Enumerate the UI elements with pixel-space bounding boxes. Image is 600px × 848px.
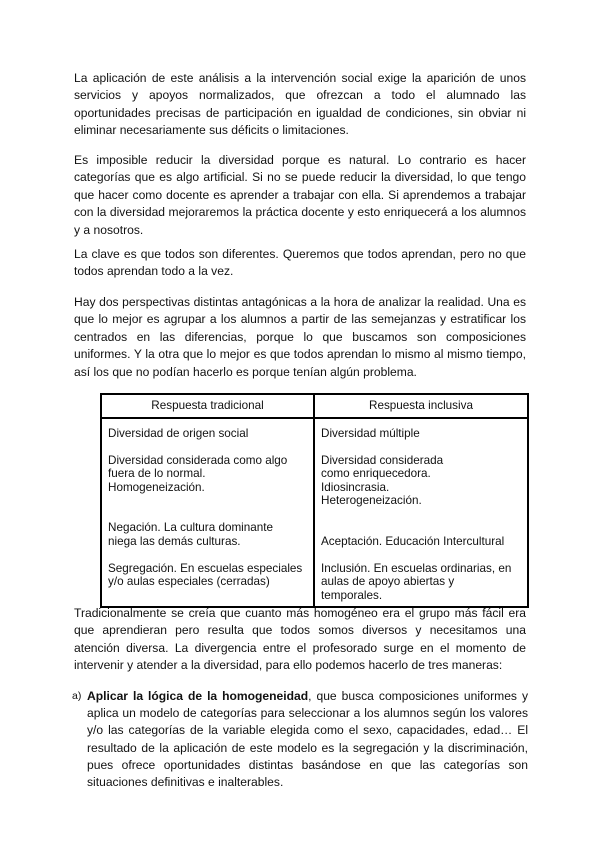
comparison-table xyxy=(100,393,529,608)
table-cell: Aceptación. Educación Intercultural xyxy=(314,508,528,549)
table-cell: Diversidad considerada como enriquecedora. Idiosincrasia. Heterogeneización. xyxy=(314,441,528,508)
table-row xyxy=(101,441,528,508)
paragraph-clave: La clave es que todos son diferentes. Queremos que todos aprendan, pero no que todos aprendan todo a la vez. xyxy=(74,247,526,279)
ways-list xyxy=(72,688,528,791)
table-row xyxy=(101,418,528,441)
table-cell: Inclusión. En escuelas ordinarias, en aulas de apoyo abiertas y temporales. xyxy=(314,549,528,608)
list-item-text: , que busca composiciones uniformes y aplica un modelo de categorías para seleccionar a los alumnos según los valores y/o las categorías de la variable elegida como el sexo, capacidades, edad… El resultado de la aplicación de este modelo es la segregación y la discriminación, pues ofrece oportunidades distintas basándose en que las categorías son situaciones definitivas e inalterables. xyxy=(87,689,528,790)
paragraph-tres-maneras: Tradicionalmente se creía que cuanto más homogéneo era el grupo más fácil era que aprendieran pero resulta que todos somos diversos y necesitamos una atención diversa. La divergencia entre el profesorado surge en el momento de intervenir y atender a la diversidad, para ello podemos hacerlo de tres maneras: xyxy=(74,606,526,673)
paragraph-diversidad-natural: Es imposible reducir la diversidad porque es natural. Lo contrario es hacer categorías que es algo artificial. Si no se puede reducir la diversidad, lo que tengo que hacer como docente es aprender a trabajar con ella. Si aprendemos a trabajar con la diversidad mejoraremos la práctica docente y esto enriquecerá a los alumnos y a nosotros. xyxy=(74,153,526,237)
paragraph-intervencion-social: La aplicación de este análisis a la intervención social exige la aparición de unos servicios y apoyos normalizados, que ofrezcan a todo el alumnado las oportunidades precisas de participación en igualdad de condiciones, sin obviar ni eliminar necesariamente sus déficits o limitaciones. xyxy=(74,71,526,138)
table-row xyxy=(101,508,528,549)
table-cell: Diversidad múltiple xyxy=(314,418,528,441)
table-cell: Diversidad considerada como algo fuera de lo normal. Homogeneización. xyxy=(101,441,314,508)
paragraph-perspectivas: Hay dos perspectivas distintas antagónicas a la hora de analizar la realidad. Una es que lo mejor es agrupar a los alumnos a partir de las semejanzas y estratificar los centrados en las diferencias, porque lo que buscamos son composiciones uniformes. Y la otra que lo mejor es que todos aprendan lo mismo al mismo tiempo, así los que no podían hacerlo es porque tenían algún problema. xyxy=(74,295,526,379)
list-item-title: Aplicar la lógica de la homogeneidad xyxy=(87,689,309,703)
table-cell: Segregación. En escuelas especiales y/o aulas especiales (cerradas) xyxy=(101,549,314,608)
header-respuesta-tradicional: Respuesta tradicional xyxy=(101,394,314,418)
list-item xyxy=(72,688,528,791)
list-marker: a) xyxy=(72,690,82,702)
header-respuesta-inclusiva: Respuesta inclusiva xyxy=(314,394,528,418)
table-cell: Diversidad de origen social xyxy=(101,418,314,441)
table-row xyxy=(101,549,528,608)
table-cell: Negación. La cultura dominante niega las demás culturas. xyxy=(101,508,314,549)
table-header-row xyxy=(101,394,528,418)
